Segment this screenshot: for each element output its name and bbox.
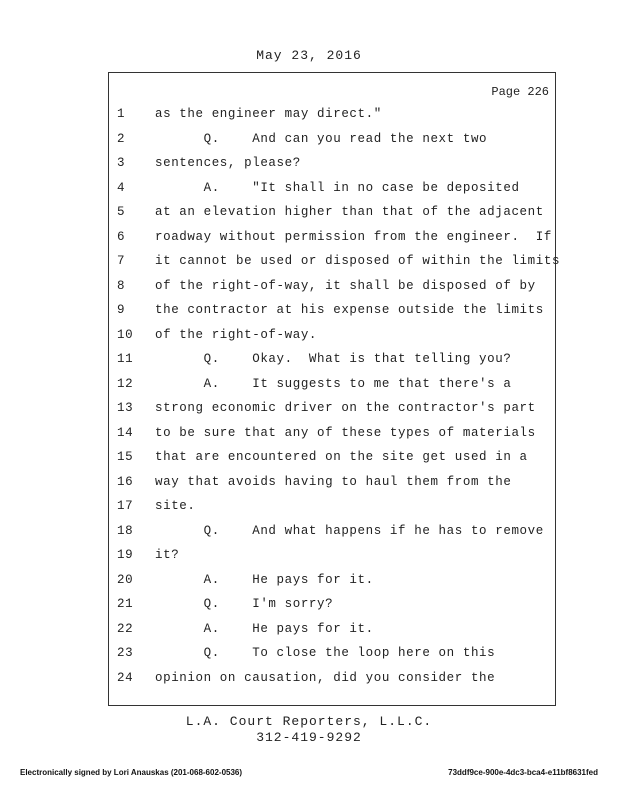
transcript-line <box>109 352 555 377</box>
line-text: A. He pays for it. <box>155 621 374 636</box>
line-number: 24 <box>117 670 134 685</box>
line-number: 7 <box>117 254 126 268</box>
footer-phone: 312-419-9292 <box>256 730 362 745</box>
transcript-line <box>109 671 555 696</box>
footer-company: L.A. Court Reporters, L.L.C. <box>185 714 433 729</box>
transcript-line <box>109 181 555 206</box>
line-text: at an elevation higher than that of the adjacent <box>155 205 544 219</box>
line-number: 12 <box>117 376 134 391</box>
transcript-line <box>109 646 555 671</box>
transcript-line <box>109 377 555 402</box>
transcript-line <box>109 573 555 598</box>
line-text: A. It suggests to me that there's a <box>155 376 512 391</box>
transcript-line <box>109 622 555 647</box>
line-text: that are encountered on the site get used in a <box>155 450 528 464</box>
transcript-line <box>109 426 555 451</box>
line-number: 3 <box>117 156 126 170</box>
page-number: Page 226 <box>491 85 549 99</box>
line-text: it cannot be used or disposed of within the limits <box>155 254 561 268</box>
footer <box>0 714 618 746</box>
line-text: strong economic driver on the contractor's part <box>155 401 536 415</box>
signature-left: Electronically signed by Lori Anauskas (201-068-602-0536) <box>20 768 243 777</box>
transcript-line <box>109 597 555 622</box>
transcript-line <box>109 328 555 353</box>
line-text: Q. To close the loop here on this <box>155 646 496 660</box>
line-text: as the engineer may direct." <box>155 107 382 121</box>
signature-id: 73ddf9ce-900e-4dc3-bca4-e11bf8631fed <box>448 768 598 777</box>
line-number: 15 <box>117 450 134 464</box>
line-number: 9 <box>117 303 126 317</box>
line-text: Q. I'm sorry? <box>155 597 334 611</box>
line-number: 13 <box>117 401 134 415</box>
line-text: opinion on causation, did you consider the <box>155 670 496 685</box>
transcript-line <box>109 450 555 475</box>
line-number: 10 <box>117 327 134 342</box>
header-date: May 23, 2016 <box>256 48 362 63</box>
line-number: 23 <box>117 646 134 660</box>
line-number: 19 <box>117 548 134 562</box>
line-number: 2 <box>117 131 126 146</box>
line-number: 6 <box>117 229 126 244</box>
line-number: 8 <box>117 278 126 293</box>
transcript-line <box>109 524 555 549</box>
line-text: it? <box>155 548 180 562</box>
line-text: the contractor at his expense outside the limits <box>155 303 544 317</box>
line-text: A. "It shall in no case be deposited <box>155 180 520 195</box>
transcript-page <box>108 72 561 706</box>
line-number: 14 <box>117 425 134 440</box>
line-text: of the right-of-way. <box>155 327 318 342</box>
line-text: site. <box>155 499 196 513</box>
transcript-line <box>109 475 555 500</box>
line-text: to be sure that any of these types of materials <box>155 425 536 440</box>
line-number: 4 <box>117 180 126 195</box>
line-text: way that avoids having to haul them from the <box>155 474 512 489</box>
transcript-line <box>109 254 561 279</box>
line-number: 5 <box>117 205 126 219</box>
line-text: Q. Okay. What is that telling you? <box>155 352 512 366</box>
transcript-line <box>109 205 555 230</box>
transcript-line <box>109 132 555 157</box>
line-number: 1 <box>117 107 126 121</box>
line-text: sentences, please? <box>155 156 301 170</box>
transcript-line <box>109 548 555 573</box>
line-number: 11 <box>117 352 134 366</box>
line-number: 22 <box>117 621 134 636</box>
line-text: A. He pays for it. <box>155 572 374 587</box>
line-text: roadway without permission from the engineer. If <box>155 229 552 244</box>
transcript-line <box>109 303 555 328</box>
line-number: 16 <box>117 474 134 489</box>
transcript-line <box>109 156 555 181</box>
line-number: 21 <box>117 597 134 611</box>
transcript-line <box>109 107 555 132</box>
line-text: Q. And can you read the next two <box>155 131 488 146</box>
transcript-line <box>109 279 555 304</box>
line-text: Q. And what happens if he has to remove <box>155 523 544 538</box>
line-number: 18 <box>117 523 134 538</box>
line-text: of the right-of-way, it shall be disposed of by <box>155 278 536 293</box>
transcript-line <box>109 401 555 426</box>
transcript-line <box>109 499 555 524</box>
transcript-lines <box>109 107 561 695</box>
line-number: 20 <box>117 572 134 587</box>
transcript-line <box>109 230 555 255</box>
line-number: 17 <box>117 499 134 513</box>
